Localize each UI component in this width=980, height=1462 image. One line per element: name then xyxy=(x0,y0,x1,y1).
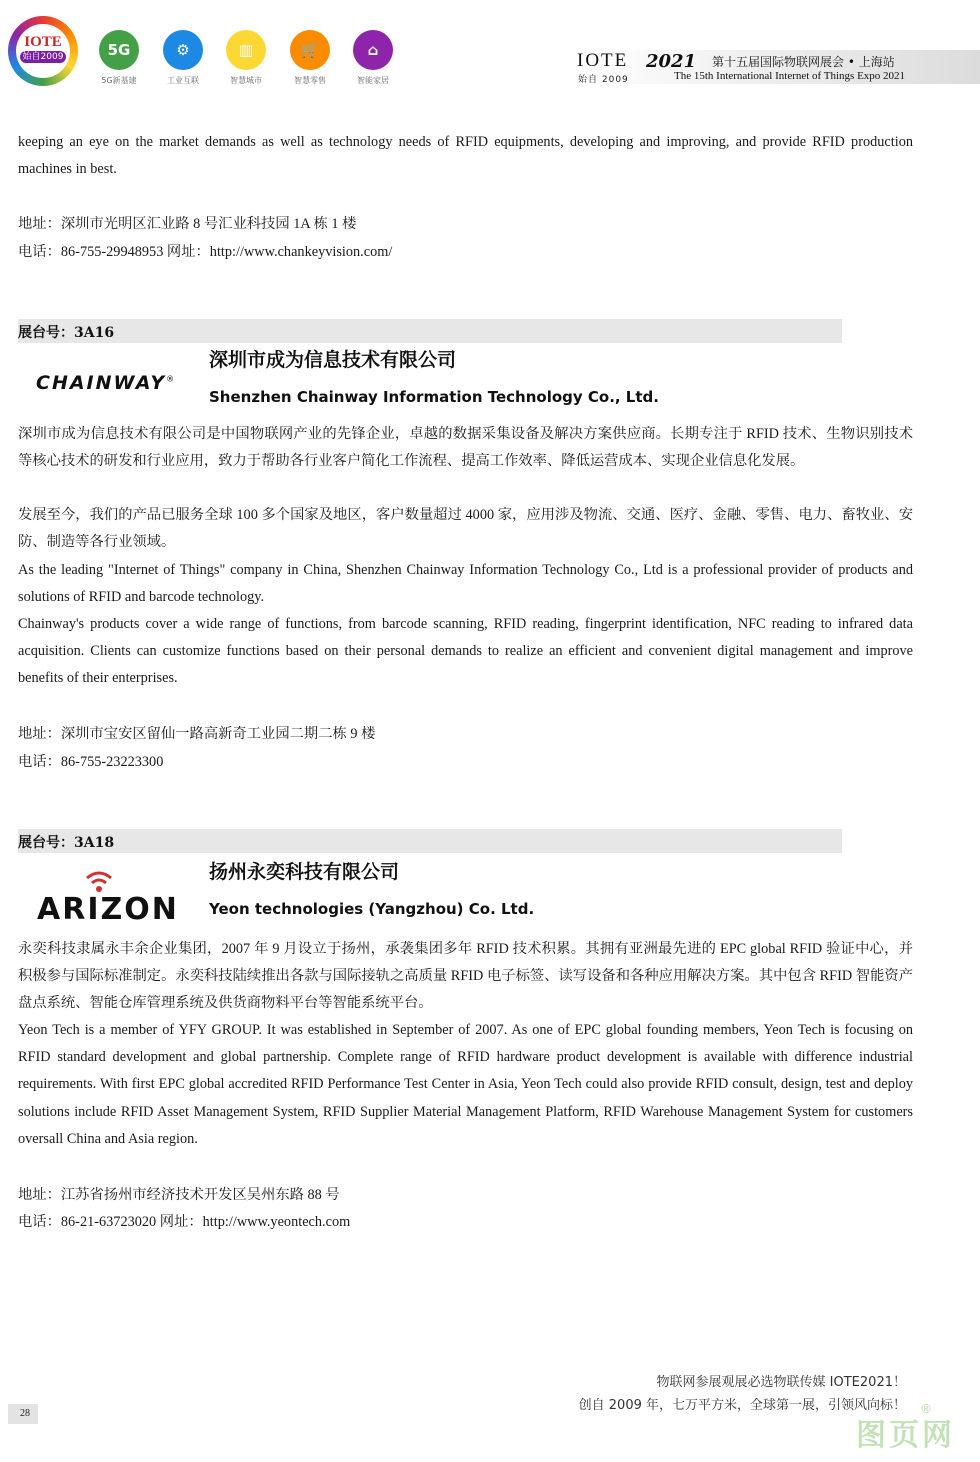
company-description-cn: 发展至今，我们的产品已服务全球 100 多个国家及地区，客户数量超过 4000 家，应用涉及物流、交通、医疗、金融、零售、电力、畜牧业、安防、制造等各行业领域。 xyxy=(18,507,913,551)
shopping-cart-icon: 🛒 xyxy=(290,30,330,70)
company-description-cn: 深圳市成为信息技术有限公司是中国物联网产业的先锋企业，卓越的数据采集设备及解决方案供应商。长期专注于 RFID 技术、生物识别技术等核心技术的研发和行业应用，致力于帮助各行业客户简化工作流程、提高工作效率、降低运营成本、实现企业信息化发展。 xyxy=(18,426,913,470)
intro-address: 地址：深圳市光明区汇业路 8 号汇业科技园 1A 栋 1 楼 xyxy=(18,216,357,232)
booth-number-bar xyxy=(18,319,842,343)
booth-number-bar xyxy=(18,829,842,853)
brand-iote: IOTE xyxy=(577,50,629,71)
company-address: 地址：深圳市宝安区留仙一路高新奇工业园二期二栋 9 楼 xyxy=(18,726,376,742)
city-buildings-icon: ▥ xyxy=(226,30,266,70)
company-description-en: As the leading "Internet of Things" company in China, Shenzhen Chainway Information Technology Co., Ltd is a professional provider of products and solutions of RFID and barcode technology. xyxy=(18,562,913,606)
expo-brand-banner xyxy=(572,50,980,84)
arizon-logo xyxy=(37,868,189,930)
company-description-en: Yeon Tech is a member of YFY GROUP. It was established in September of 2007. As one of EPC global founding members, Yeon Tech is focusing on RFID standard development and global partnership. Complete range of RFID hardware product development is available with difference industrial requirements. With first EPC global accredited RFID Performance Test Center in Asia, Yeon Tech could also provide RFID consult, design, test and deploy solutions include RFID Asset Management System, RFID Supplier Material Management Platform, RFID Warehouse Management System for customers oversall China and Asia region. xyxy=(18,1022,913,1147)
page-header xyxy=(0,0,980,110)
category-5g xyxy=(89,30,149,86)
watermark-registered-mark: ® xyxy=(920,1402,932,1416)
company-name-en: Yeon technologies (Yangzhou) Co. Ltd. xyxy=(209,900,535,918)
company-address: 地址：江苏省扬州市经济技术开发区吴州东路 88 号 xyxy=(18,1187,340,1203)
category-label: 工业互联 xyxy=(167,76,199,85)
watermark: 图页网 xyxy=(856,1418,955,1453)
intro-contact: 电话：86-755-29948953 网址：http://www.chankeyvision.com/ xyxy=(18,244,393,260)
page-number-tab xyxy=(8,1404,38,1424)
category-label: 智能家居 xyxy=(357,76,389,85)
company-name-cn: 扬州永奕科技有限公司 xyxy=(209,861,400,883)
chainway-logo xyxy=(36,372,176,394)
category-smart-city xyxy=(216,30,276,86)
company-description-cn: 永奕科技隶属永丰余企业集团，2007 年 9 月设立于扬州，承袭集团多年 RFID 技术积累。其拥有亚洲最先进的 EPC global RFID 验证中心，并积极参与国际标准制定。永奕科技陆续推出各款与国际接轨之高质量 RFID 电子标签、读写设备和各种应用解决方案。其中包含 RFID 智能资产盘点系统、智能仓库管理系统及供货商物料平台等智能系统平台。 xyxy=(18,941,913,1012)
company-contact: 电话：86-755-23223300 xyxy=(18,754,164,770)
category-smart-retail xyxy=(280,30,340,86)
gears-icon: ⚙ xyxy=(163,30,203,70)
category-label: 5G新基建 xyxy=(101,76,137,85)
brand-cn-title: 第十五届国际物联网展会 • 上海站 xyxy=(712,55,895,69)
iote-logo xyxy=(8,16,78,86)
category-industrial xyxy=(153,30,213,86)
registered-mark: ® xyxy=(166,374,177,384)
logo-wordmark: ARIZON xyxy=(37,892,179,927)
logo-since: 始自2009 xyxy=(20,51,66,63)
company-contact: 电话：86-21-63723020 网址：http://www.yeontech.com xyxy=(18,1214,351,1230)
footer-slogan: 物联网参展观展必选物联传媒 IOTE2021！ xyxy=(656,1375,906,1390)
booth-number: 展台号：3A16 xyxy=(18,325,115,341)
wifi-signal-icon xyxy=(84,868,114,894)
booth-number: 展台号：3A18 xyxy=(18,835,115,851)
page-number: 28 xyxy=(20,1408,30,1419)
company-name-cn: 深圳市成为信息技术有限公司 xyxy=(209,349,457,371)
5g-icon: 5G xyxy=(99,30,139,70)
company-description-en: Chainway's products cover a wide range of functions, from barcode scanning, RFID reading, fingerprint identification, NFC reading to infrared data acquisition. Clients can customize functions based on their personal demands to realize an efficient and convenient digital management and improve benefits of their enterprises. xyxy=(18,616,913,687)
brand-since: 始自 2009 xyxy=(578,75,629,85)
category-label: 智慧城市 xyxy=(230,76,262,85)
brand-year: 2021 xyxy=(646,51,697,72)
company-name-en: Shenzhen Chainway Information Technology Co., Ltd. xyxy=(209,388,659,406)
logo-wordmark: CHAINWAY xyxy=(36,372,167,394)
category-smart-home xyxy=(343,30,403,86)
smart-home-icon: ⌂ xyxy=(353,30,393,70)
logo-title: IOTE xyxy=(24,34,62,50)
footer-slogan: 创自 2009 年，七万平方米，全球第一展，引领风向标！ xyxy=(578,1398,906,1413)
category-label: 智慧零售 xyxy=(294,76,326,85)
brand-en-title: The 15th International Internet of Things Expo 2021 xyxy=(674,70,906,82)
intro-text: keeping an eye on the market demands as well as technology needs of RFID equipments, developing and improving, and provide RFID production machines in best. xyxy=(18,134,913,178)
